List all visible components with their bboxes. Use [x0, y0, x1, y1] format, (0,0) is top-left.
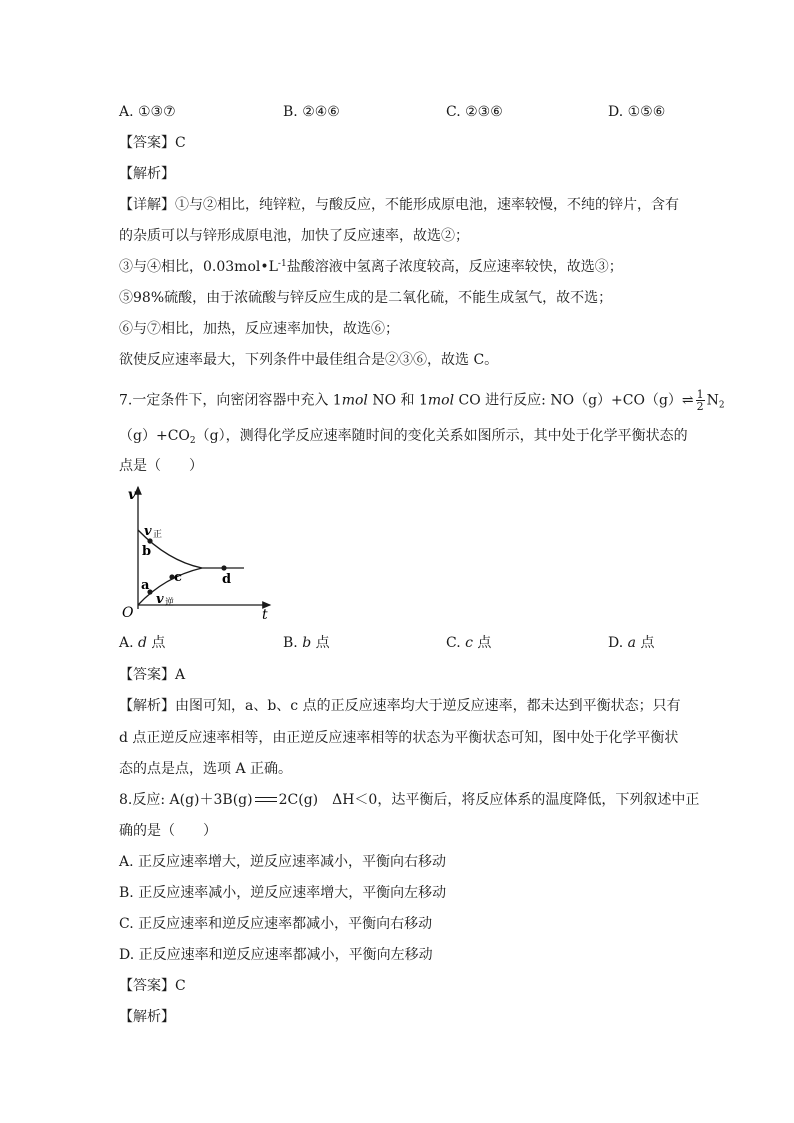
detail-text: 盐酸溶液中氢离子浓度较高，反应速率较快，故选③； [286, 259, 623, 275]
q6-analysis-title: 【解析】 [119, 166, 175, 182]
analysis-label: 【解析】 [119, 698, 175, 714]
q7-answer: 【答案】A [119, 667, 186, 683]
detail-text: ③与④相比，0.03mol•L [119, 259, 278, 275]
point-b-label: b [142, 544, 152, 559]
option-suffix: 点 [311, 635, 330, 651]
q8-option-d: D. 正反应速率和逆反应速率都减小，平衡向左移动 [119, 947, 433, 963]
option-suffix: 点 [472, 635, 492, 651]
q8-answer: 【答案】C [119, 978, 186, 994]
q7-line1 [119, 389, 725, 412]
v-reverse-label: v [156, 592, 164, 607]
q6-detail-line6: 欲使反应速率最大，下列条件中最佳组合是②③⑥，故选 C。 [119, 352, 499, 368]
q6-answer: 【答案】C [119, 135, 186, 151]
q7-text: CO 进行反应: NO（g）+CO（g）⇌ [454, 392, 694, 409]
q8-option-a: A. 正反应速率增大，逆反应速率减小，平衡向右移动 [119, 854, 447, 870]
q7-text: N [706, 392, 719, 409]
subscript: 2 [189, 436, 196, 446]
origin-label: O [122, 605, 134, 621]
q7-text: （g）+CO [119, 428, 190, 444]
option-prefix: B. [283, 635, 303, 651]
q8-analysis-title: 【解析】 [119, 1009, 175, 1025]
analysis-text: 由图可知，a、b、c 点的正反应速率均大于逆反应速率，都未达到平衡状态；只有 [175, 698, 681, 714]
q7-text: NO 和 1 [367, 392, 428, 409]
point-d-marker [221, 565, 226, 570]
equilibrium-arrow-icon [253, 795, 279, 805]
q7-option-b [283, 634, 330, 652]
point-b-marker [147, 538, 152, 543]
q7-analysis-line2: d 点正逆反应速率相等，由正逆反应速率相等的状态为平衡状态可知，图中处于化学平衡状 [119, 730, 679, 746]
y-axis-label: v [128, 487, 137, 503]
q7-analysis-line1 [119, 697, 681, 715]
option-suffix: 点 [636, 635, 655, 651]
detail-label: 【详解】 [119, 197, 175, 213]
subscript: 2 [718, 400, 725, 411]
q6-detail-line4: ⑤98%硫酸，由于浓硫酸与锌反应生成的是二氧化硫，不能生成氢气，故不选； [119, 290, 613, 306]
q7-option-d [608, 634, 654, 652]
fraction-numerator: 1 [696, 388, 704, 401]
x-axis-label: t [262, 607, 268, 621]
q7-line3: 点是（ ） [119, 458, 203, 474]
q6-detail-line2: 的杂质可以与锌形成原电池，加快了反应速率，故选②； [119, 228, 469, 244]
option-prefix: C. [446, 635, 466, 651]
detail-text: ①与②相比，纯锌粒，与酸反应，不能形成原电池，速率较慢，不纯的锌片，含有 [175, 197, 679, 213]
q7-analysis-line3: 态的点是点，选项 A 正确。 [119, 761, 293, 777]
q7-text: 7.一定条件下，向密闭容器中充入 1 [119, 392, 342, 409]
q6-option-c: C. ②③⑥ [446, 104, 503, 120]
q6-detail-line1 [119, 196, 679, 214]
option-suffix: 点 [146, 635, 166, 651]
q6-detail-line3 [119, 258, 623, 276]
fraction-denominator: 2 [696, 400, 704, 413]
q8-text: 8.反应: A(g)＋3B(g) [119, 792, 253, 808]
q6-detail-line5: ⑥与⑦相比，加热，反应速率加快，故选⑥； [119, 321, 399, 337]
superscript: -1 [277, 259, 287, 269]
option-var: d [138, 635, 147, 651]
q6-option-d: D. ①⑤⑥ [608, 104, 666, 120]
v-reverse-sub: 逆 [165, 598, 175, 608]
q7-option-a [119, 634, 165, 652]
point-c-label: c [174, 570, 182, 585]
fraction [696, 389, 705, 412]
q6-option-b: B. ②④⑥ [283, 104, 340, 120]
option-var: a [627, 635, 636, 651]
q8-line1 [119, 791, 699, 809]
v-forward-label: v [144, 524, 152, 539]
q8-option-c: C. 正反应速率和逆反应速率都减小，平衡向右移动 [119, 916, 433, 932]
option-var: b [302, 635, 312, 651]
unit: mol [341, 392, 368, 409]
v-forward-sub: 正 [153, 530, 163, 540]
q8-option-b: B. 正反应速率减小，逆反应速率增大，平衡向左移动 [119, 885, 447, 901]
point-a-label: a [141, 578, 150, 593]
option-prefix: D. [608, 635, 628, 651]
q6-option-a: A. ①③⑦ [119, 104, 176, 120]
rate-time-chart [116, 481, 276, 621]
q7-line2 [119, 427, 688, 445]
q8-text: 2C(g) ΔH＜0，达平衡后，将反应体系的温度降低，下列叙述中正 [278, 792, 700, 808]
unit: mol [427, 392, 455, 409]
q7-text: （g），测得化学反应速率随时间的变化关系如图所示，其中处于化学平衡状态的 [195, 428, 688, 444]
q7-option-c [446, 634, 491, 652]
q8-line2: 确的是（ ） [119, 823, 217, 839]
point-d-label: d [222, 572, 232, 587]
option-var: c [465, 635, 473, 651]
option-prefix: A. [119, 635, 139, 651]
